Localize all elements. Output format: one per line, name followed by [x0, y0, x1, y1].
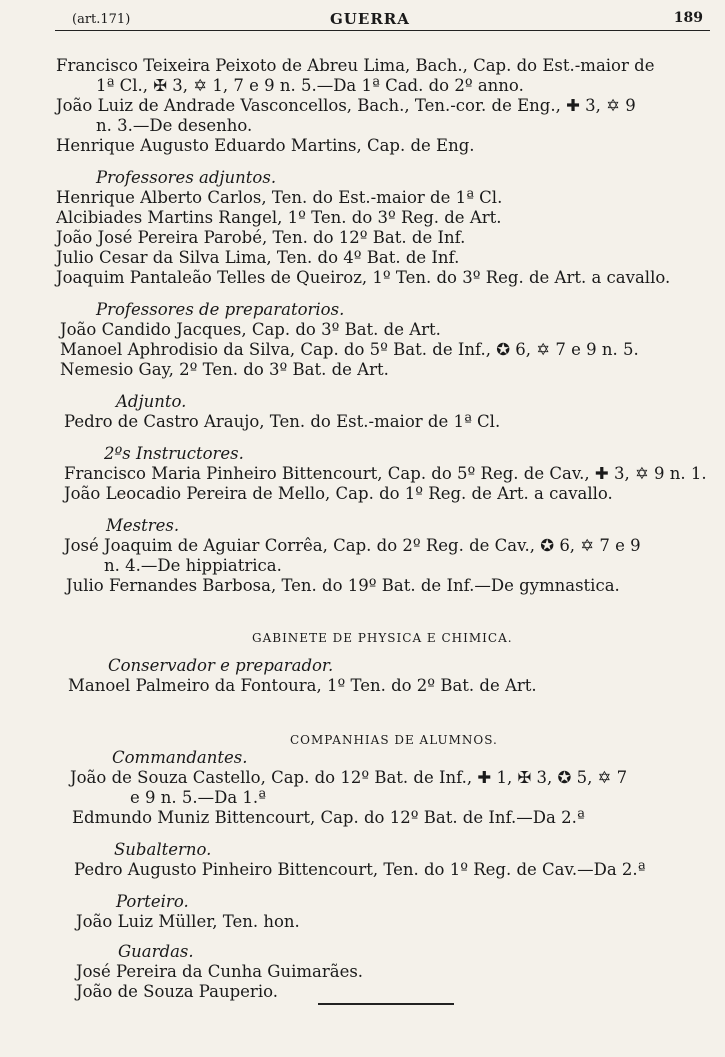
text-line: Julio Cesar da Silva Lima, Ten. do 4º Bat. de Inf.: [56, 248, 460, 267]
page-title: GUERRA: [330, 10, 410, 28]
article-reference: (art.171): [72, 12, 131, 27]
section-heading: Mestres.: [106, 516, 180, 535]
page-number: 189: [673, 10, 703, 26]
text-line: Francisco Maria Pinheiro Bittencourt, Cap. do 5º Reg. de Cav., ✚ 3, ✡ 9 n. 1.: [64, 464, 707, 483]
text-line: n. 4.—De hippiatrica.: [104, 556, 282, 575]
text-line: João José Pereira Parobé, Ten. do 12º Bat. de Inf.: [56, 228, 466, 247]
footer-rule: [318, 1003, 454, 1005]
text-line: Manoel Aphrodisio da Silva, Cap. do 5º Bat. de Inf., ✪ 6, ✡ 7 e 9 n. 5.: [60, 340, 639, 359]
text-line: n. 3.—De desenho.: [96, 116, 253, 135]
text-line: João Luiz de Andrade Vasconcellos, Bach., Ten.-cor. de Eng., ✚ 3, ✡ 9: [56, 96, 636, 115]
header-rule: [55, 30, 710, 31]
text-line: João Leocadio Pereira de Mello, Cap. do 1º Reg. de Art. a cavallo.: [64, 484, 613, 503]
text-line: Henrique Alberto Carlos, Ten. do Est.-maior de 1ª Cl.: [56, 188, 503, 207]
section-heading: Professores de preparatorios.: [96, 300, 345, 319]
text-line: Edmundo Muniz Bittencourt, Cap. do 12º Bat. de Inf.—Da 2.ª: [72, 808, 585, 827]
text-line: João Candido Jacques, Cap. do 3º Bat. de Art.: [60, 320, 441, 339]
text-line: Joaquim Pantaleão Telles de Queiroz, 1º Ten. do 3º Reg. de Art. a cavallo.: [56, 268, 671, 287]
text-line: José Joaquim de Aguiar Corrêa, Cap. do 2º Reg. de Cav., ✪ 6, ✡ 7 e 9: [64, 536, 641, 555]
section-title: GABINETE DE PHYSICA E CHIMICA.: [252, 631, 513, 645]
section-heading: Subalterno.: [114, 840, 212, 859]
text-line: João Luiz Müller, Ten. hon.: [76, 912, 300, 931]
text-line: João de Souza Castello, Cap. do 12º Bat. de Inf., ✚ 1, ✠ 3, ✪ 5, ✡ 7: [70, 768, 628, 787]
text-line: Alcibiades Martins Rangel, 1º Ten. do 3º Reg. de Art.: [56, 208, 502, 227]
section-title: COMPANHIAS DE ALUMNOS.: [290, 733, 498, 747]
section-heading: Commandantes.: [112, 748, 248, 767]
text-line: e 9 n. 5.—Da 1.ª: [130, 788, 267, 807]
section-heading: 2ºs Instructores.: [104, 444, 244, 463]
text-line: José Pereira da Cunha Guimarães.: [76, 962, 364, 981]
text-line: 1ª Cl., ✠ 3, ✡ 1, 7 e 9 n. 5.—Da 1ª Cad. do 2º anno.: [96, 76, 524, 95]
page-header: [0, 6, 725, 32]
section-heading: Conservador e preparador.: [108, 656, 334, 675]
text-line: Henrique Augusto Eduardo Martins, Cap. de Eng.: [56, 136, 475, 155]
text-line: Julio Fernandes Barbosa, Ten. do 19º Bat. de Inf.—De gymnastica.: [66, 576, 620, 595]
section-heading: Professores adjuntos.: [96, 168, 277, 187]
section-heading: Guardas.: [118, 942, 194, 961]
section-heading: Porteiro.: [116, 892, 189, 911]
text-line: Nemesio Gay, 2º Ten. do 3º Bat. de Art.: [60, 360, 389, 379]
text-line: João de Souza Pauperio.: [76, 982, 278, 1001]
text-line: Pedro Augusto Pinheiro Bittencourt, Ten. do 1º Reg. de Cav.—Da 2.ª: [74, 860, 646, 879]
text-line: Manoel Palmeiro da Fontoura, 1º Ten. do 2º Bat. de Art.: [68, 676, 537, 695]
text-line: Francisco Teixeira Peixoto de Abreu Lima, Bach., Cap. do Est.-maior de: [56, 56, 655, 75]
section-heading: Adjunto.: [116, 392, 187, 411]
text-line: Pedro de Castro Araujo, Ten. do Est.-maior de 1ª Cl.: [64, 412, 501, 431]
